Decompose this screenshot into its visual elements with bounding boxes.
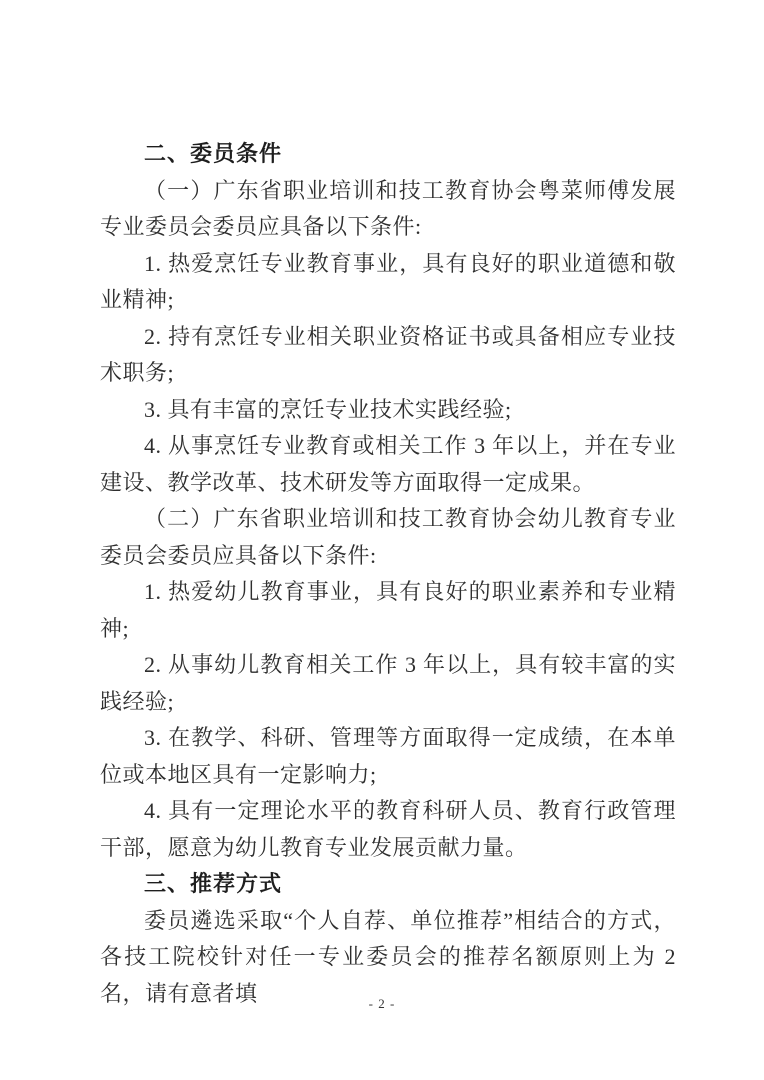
section-heading-committee-conditions: 二、委员条件 bbox=[144, 141, 283, 166]
paragraph-committee-1-intro: （一）广东省职业培训和技工教育协会粤菜师傅发展专业委员会委员应具备以下条件: bbox=[100, 177, 676, 239]
paragraph-committee-1-item-1: 1. 热爱烹饪专业教育事业，具有良好的职业道德和敬业精神; bbox=[100, 250, 676, 312]
document-body bbox=[100, 136, 676, 1012]
paragraph-committee-2-item-2: 2. 从事幼儿教育相关工作 3 年以上，具有较丰富的实践经验; bbox=[100, 652, 676, 714]
page-number: - 2 - bbox=[368, 996, 396, 1011]
section-heading-recommendation-method: 三、推荐方式 bbox=[144, 871, 283, 896]
paragraph-committee-2-item-1: 1. 热爱幼儿教育事业，具有良好的职业素养和专业精神; bbox=[100, 579, 676, 641]
paragraph-committee-2-item-3: 3. 在教学、科研、管理等方面取得一定成绩，在本单位或本地区具有一定影响力; bbox=[100, 725, 676, 787]
paragraph-committee-1-item-2: 2. 持有烹饪专业相关职业资格证书或具备相应专业技术职务; bbox=[100, 323, 676, 385]
paragraph-committee-1-item-4: 4. 从事烹饪专业教育或相关工作 3 年以上，并在专业建设、教学改革、技术研发等方面取得一定成果。 bbox=[100, 433, 676, 495]
paragraph-committee-2-item-4: 4. 具有一定理论水平的教育科研人员、教育行政管理干部，愿意为幼儿教育专业发展贡献力量。 bbox=[100, 798, 676, 860]
paragraph-committee-2-intro: （二）广东省职业培训和技工教育协会幼儿教育专业委员会委员应具备以下条件: bbox=[100, 506, 676, 568]
paragraph-recommendation-intro: 委员遴选采取“个人自荐、单位推荐”相结合的方式，各技工院校针对任一专业委员会的推荐名额原则上为 2 名，请有意者填 bbox=[100, 907, 676, 1006]
paragraph-committee-1-item-3: 3. 具有丰富的烹饪专业技术实践经验; bbox=[144, 396, 512, 422]
